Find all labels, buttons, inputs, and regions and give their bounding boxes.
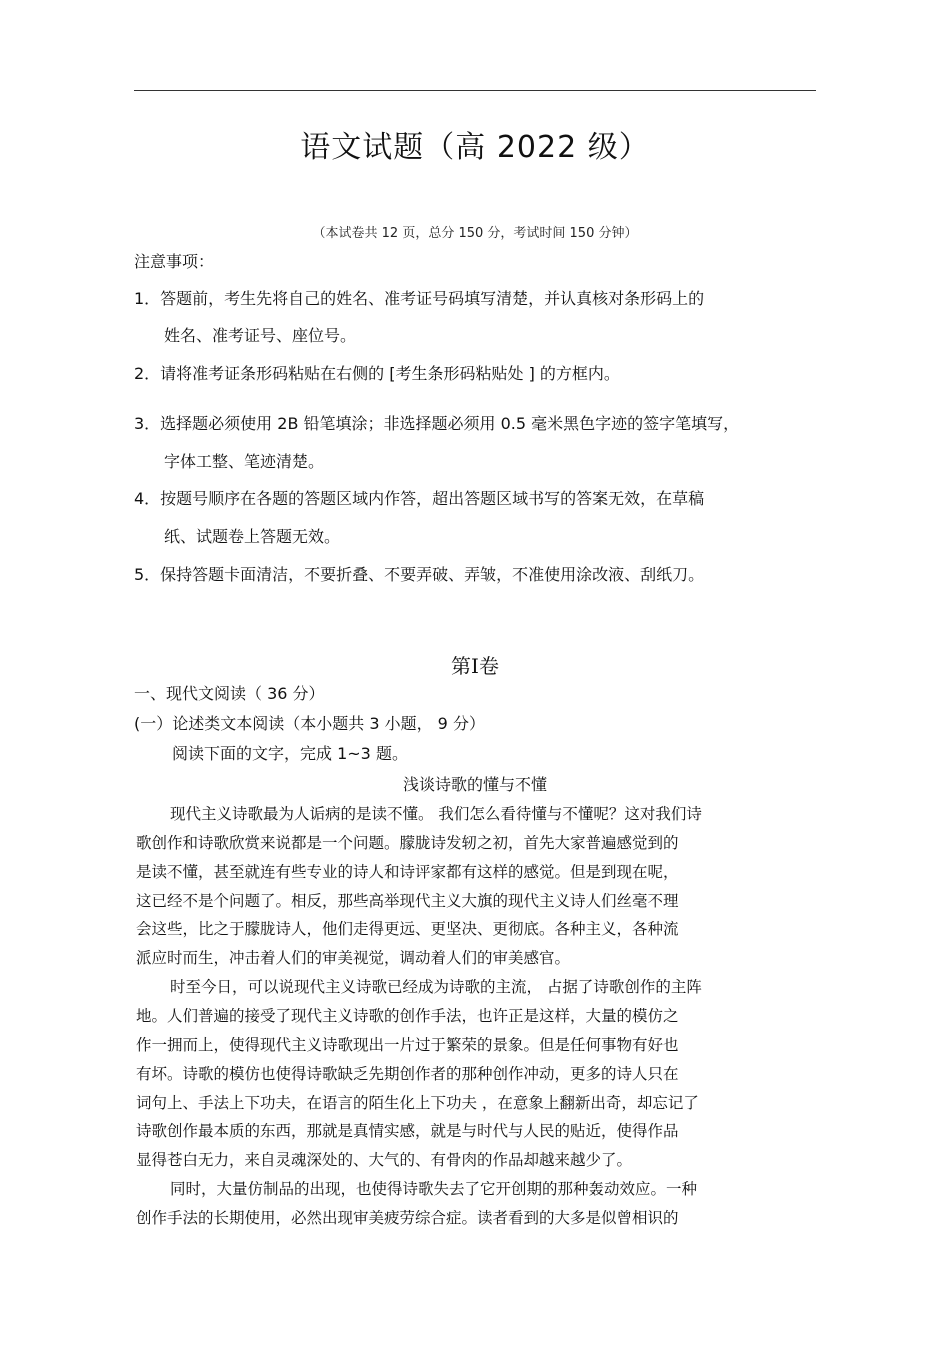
article-line: 有坏。诗歌的模仿也使得诗歌缺乏先期创作者的那种创作冲动，更多的诗人只在 bbox=[136, 1065, 679, 1083]
note-line: 2．请将准考证条形码粘贴在右侧的 [考生条形码粘贴处 ] 的方框内。 bbox=[134, 364, 620, 383]
article-line: 创作手法的长期使用，必然出现审美疲劳综合症。读者看到的大多是似曾相识的 bbox=[136, 1209, 679, 1227]
article-line: 是读不懂，甚至就连有些专业的诗人和诗评家都有这样的感觉。但是到现在呢， bbox=[136, 863, 679, 881]
instruction: 阅读下面的文字，完成 1~3 题。 bbox=[172, 744, 408, 763]
article-line: 诗歌创作最本质的东西，那就是真情实感，就是与时代与人民的贴近，使得作品 bbox=[136, 1122, 679, 1140]
note-line: 4．按题号顺序在各题的答题区域内作答，超出答题区域书写的答案无效，在草稿 bbox=[134, 489, 705, 508]
article-line: 地。人们普遍的接受了现代主义诗歌的创作手法，也许正是这样，大量的模仿之 bbox=[136, 1007, 679, 1025]
header-rule bbox=[134, 90, 816, 91]
article-line: 词句上、手法上下功夫，在语言的陌生化上下功夫 ，在意象上翻新出奇，却忘记了 bbox=[136, 1094, 699, 1112]
article-line: 同时，大量仿制品的出现，也使得诗歌失去了它开创期的那种轰动效应。一种 bbox=[170, 1180, 698, 1198]
volume-heading: 第Ⅰ卷 bbox=[451, 654, 499, 678]
article-line: 作一拥而上，使得现代主义诗歌现出一片过于繁荣的景象。但是任何事物有好也 bbox=[136, 1036, 679, 1054]
note-line: 纸、试题卷上答题无效。 bbox=[164, 527, 341, 546]
sub-heading: (一）论述类文本阅读（本小题共 3 小题， 9 分） bbox=[134, 714, 485, 733]
exam-subtitle: （本试卷共 12 页，总分 150 分，考试时间 150 分钟） bbox=[312, 226, 638, 241]
article-line: 显得苍白无力，来自灵魂深处的、大气的、有骨肉的作品却越来越少了。 bbox=[136, 1151, 633, 1169]
article-line: 会这些，比之于朦胧诗人，他们走得更远、更坚决、更彻底。各种主义，各种流 bbox=[136, 920, 679, 938]
note-line: 字体工整、笔迹清楚。 bbox=[164, 452, 325, 471]
article-title: 浅谈诗歌的懂与不懂 bbox=[402, 775, 547, 794]
note-line: 1．答题前，考生先将自己的姓名、准考证号码填写清楚，并认真核对条形码上的 bbox=[134, 289, 705, 308]
note-line: 5．保持答题卡面清洁，不要折叠、不要弄破、弄皱，不准使用涂改液、刮纸刀。 bbox=[134, 565, 705, 584]
article-line: 现代主义诗歌最为人诟病的是读不懂。 我们怎么看待懂与不懂呢？这对我们诗 bbox=[170, 805, 702, 823]
note-line: 姓名、准考证号、座位号。 bbox=[164, 326, 357, 345]
article-line: 这已经不是个问题了。相反，那些高举现代主义大旗的现代主义诗人们丝毫不理 bbox=[136, 892, 679, 910]
article-line: 派应时而生，冲击着人们的审美视觉，调动着人们的审美感官。 bbox=[136, 949, 571, 967]
notes-heading: 注意事项： bbox=[134, 252, 215, 271]
part-heading: 一、现代文阅读（ 36 分） bbox=[134, 684, 325, 703]
note-line: 3．选择题必须使用 2B 铅笔填涂；非选择题必须用 0.5 毫米黑色字迹的签字笔填写， bbox=[134, 414, 740, 433]
article-line: 时至今日，可以说现代主义诗歌已经成为诗歌的主流， 占据了诗歌创作的主阵 bbox=[170, 978, 702, 996]
article-line: 歌创作和诗歌欣赏来说都是一个问题。朦胧诗发轫之初，首先大家普遍感觉到的 bbox=[136, 834, 679, 852]
exam-title: 语文试题（高 2022 级） bbox=[300, 130, 650, 165]
